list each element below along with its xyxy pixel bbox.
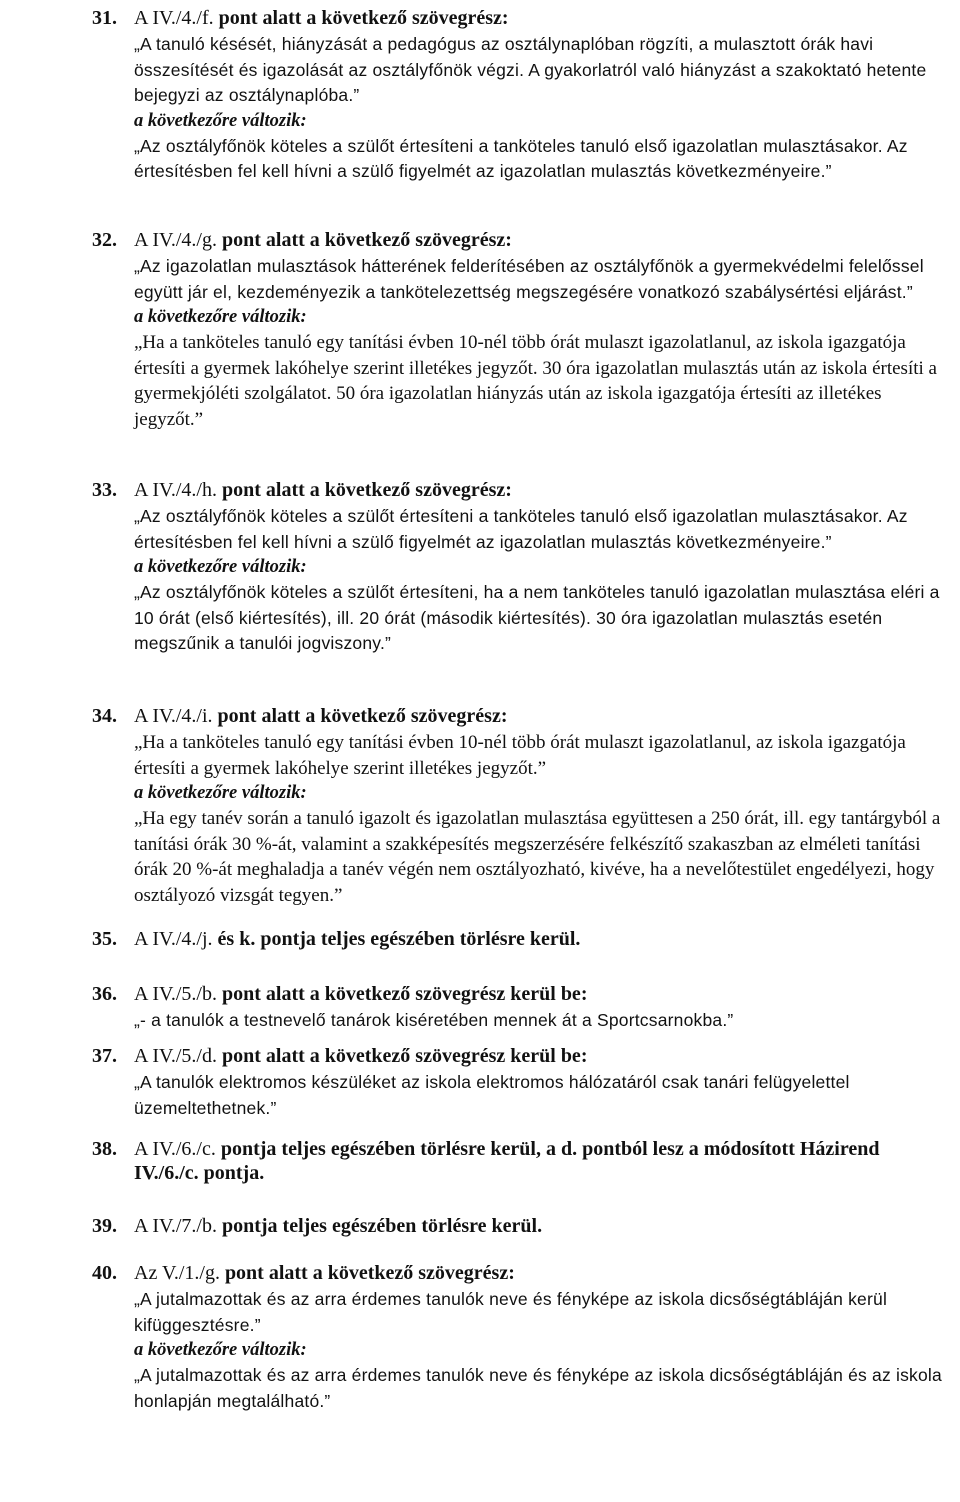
amendment-number: 34. [92,705,117,727]
amendment-40 [92,1261,948,1414]
amendment-heading [92,1137,948,1185]
amendment-heading [92,927,948,951]
heading-text: pontja teljes egészében törlésre kerül. [216,1215,543,1237]
section-reference: Az V./1./g. [134,1262,220,1284]
change-label: a következőre változik: [134,557,307,577]
amendment-number: 36. [92,983,117,1005]
amendment-heading [92,1214,948,1238]
amendment-number: 32. [92,229,117,251]
original-text: „- a tanulók a testnevelő tanárok kiséretében mennek át a Sportcsarnokba.” [134,1010,734,1030]
amendment-heading [92,1261,948,1285]
amendment-38 [92,1137,948,1185]
amendment-number: 39. [92,1215,117,1237]
original-text: „Az igazolatlan mulasztások hátterének felderítésében az osztályfőnök a gyermekvédelmi felelőssel együtt jár el, kezdeményezik a tankötelezettség megszegésére vonatkozó szabálysértési eljárást.” [134,256,924,302]
original-text: „A tanuló késését, hiányzását a pedagógus az osztálynaplóban rögzíti, a mulasztott órák havi összesítését és igazolását az osztályfőnök végzi. A gyakorlatról való hiányzást a szakoktató hetente bejegyzi az osztálynaplóba.” [134,34,927,105]
change-label: a következőre változik: [134,110,307,131]
section-reference: A IV./7./b. [134,1215,217,1237]
amendment-37 [92,1044,948,1121]
replacement-text: „Az osztályfőnök köteles a szülőt értesíteni a tanköteles tanuló első igazolatlan mulasztásakor. Az értesítésben fel kell hívni a szülő figyelmét az igazolatlan mulasztás következményeire.” [134,135,908,181]
amendment-heading [92,228,948,252]
amendment-heading [92,6,948,30]
amendment-heading [92,478,948,502]
amendment-number: 38. [92,1138,117,1160]
amendment-number: 40. [92,1262,117,1284]
amendment-36 [92,982,948,1034]
change-label: a következőre változik: [134,307,307,327]
heading-text: pontja teljes egészében törlésre kerül, a d. pontból lesz a módosított Házirend IV./6./c. pontja. [134,1138,880,1184]
amendment-39 [92,1214,948,1238]
section-reference: A IV./4./j. [134,928,213,950]
original-text: „A tanulók elektromos készüléket az iskola elektromos hálózatáról csak tanári felügyelettel üzemeltethetnek.” [134,1072,850,1118]
original-text: „Ha a tanköteles tanuló egy tanítási évben 10-nél több órát mulaszt igazolatlanul, az iskola igazgatója értesíti a gyermek lakóhelye szerint illetékes jegyzőt.” [134,732,906,779]
amendment-heading [92,704,948,728]
heading-text: pont alatt a következő szövegrész: [216,479,512,501]
amendment-32 [92,228,948,432]
section-reference: A IV./4./i. [134,705,213,727]
heading-text: és k. pontja teljes egészében törlésre kerül. [212,928,581,950]
heading-text: pont alatt a következő szövegrész: [213,7,509,29]
amendment-35 [92,927,948,951]
original-text: „A jutalmazottak és az arra érdemes tanulók neve és fényképe az iskola dicsőségtábláján kerül kifüggesztésre.” [134,1289,888,1335]
section-reference: A IV./5./d. [134,1045,217,1067]
replacement-text: „Ha egy tanév során a tanuló igazolt és igazolatlan mulasztása együttesen a 250 órát, ill. egy tantárgyból a tanítási órák 30 %-át, valamint a szakképesítés megszerzésére felkészítő szakaszban az elméleti tanítási órák 20 %-át meghaladja a tanév végén nem osztályozható, kivéve, ha a nevelőtestület engedélyezi, hogy osztályozó vizsgát tegyen.” [134,808,941,906]
section-reference: A IV./4./f. [134,7,214,29]
amendment-34 [92,704,948,908]
heading-text: pont alatt a következő szövegrész kerül be: [216,983,588,1005]
heading-text: pont alatt a következő szövegrész: [212,705,508,727]
original-text: „Az osztályfőnök köteles a szülőt értesíteni a tanköteles tanuló első igazolatlan mulasztásakor. Az értesítésben fel kell hívni a szülő figyelmét az igazolatlan mulasztás következményeire.” [134,506,908,552]
amendment-number: 33. [92,479,117,501]
change-label: a következőre változik: [134,1340,307,1360]
section-reference: A IV./6./c. [134,1138,216,1160]
amendment-number: 31. [92,7,117,29]
replacement-text: „Ha a tanköteles tanuló egy tanítási évben 10-nél több órát mulaszt igazolatlanul, az iskola igazgatója értesíti a gyermek lakóhelye szerint illetékes jegyzőt. 30 óra igazolatlan mulasztás után az iskola értesíti a gyermekjóléti szolgálatot. 50 óra igazolatlan hiányzás után az iskola igazgatója értesíti az illetékes jegyzőt.” [134,332,937,430]
amendment-number: 35. [92,928,117,950]
section-reference: A IV./5./b. [134,983,217,1005]
amendment-heading [92,1044,948,1068]
section-reference: A IV./4./g. [134,229,217,251]
heading-text: pont alatt a következő szövegrész: [219,1262,515,1284]
amendment-33 [92,478,948,657]
replacement-text: „A jutalmazottak és az arra érdemes tanulók neve és fényképe az iskola dicsőségtábláján és az iskola honlapján megtalálható.” [134,1365,942,1411]
heading-text: pont alatt a következő szövegrész: [216,229,512,251]
replacement-text: „Az osztályfőnök köteles a szülőt értesíteni, ha a nem tanköteles tanuló igazolatlan mulasztása eléri a 10 órát (első kiértesítés), ill. 20 órát (második kiértesítés). 30 óra igazolatlan mulasztás esetén megszűnik a tanulói jogviszony.” [134,582,940,653]
heading-text: pont alatt a következő szövegrész kerül be: [216,1045,588,1067]
amendment-number: 37. [92,1045,117,1067]
amendment-heading [92,982,948,1006]
change-label: a következőre változik: [134,783,307,803]
amendment-31 [92,6,948,185]
section-reference: A IV./4./h. [134,479,217,501]
